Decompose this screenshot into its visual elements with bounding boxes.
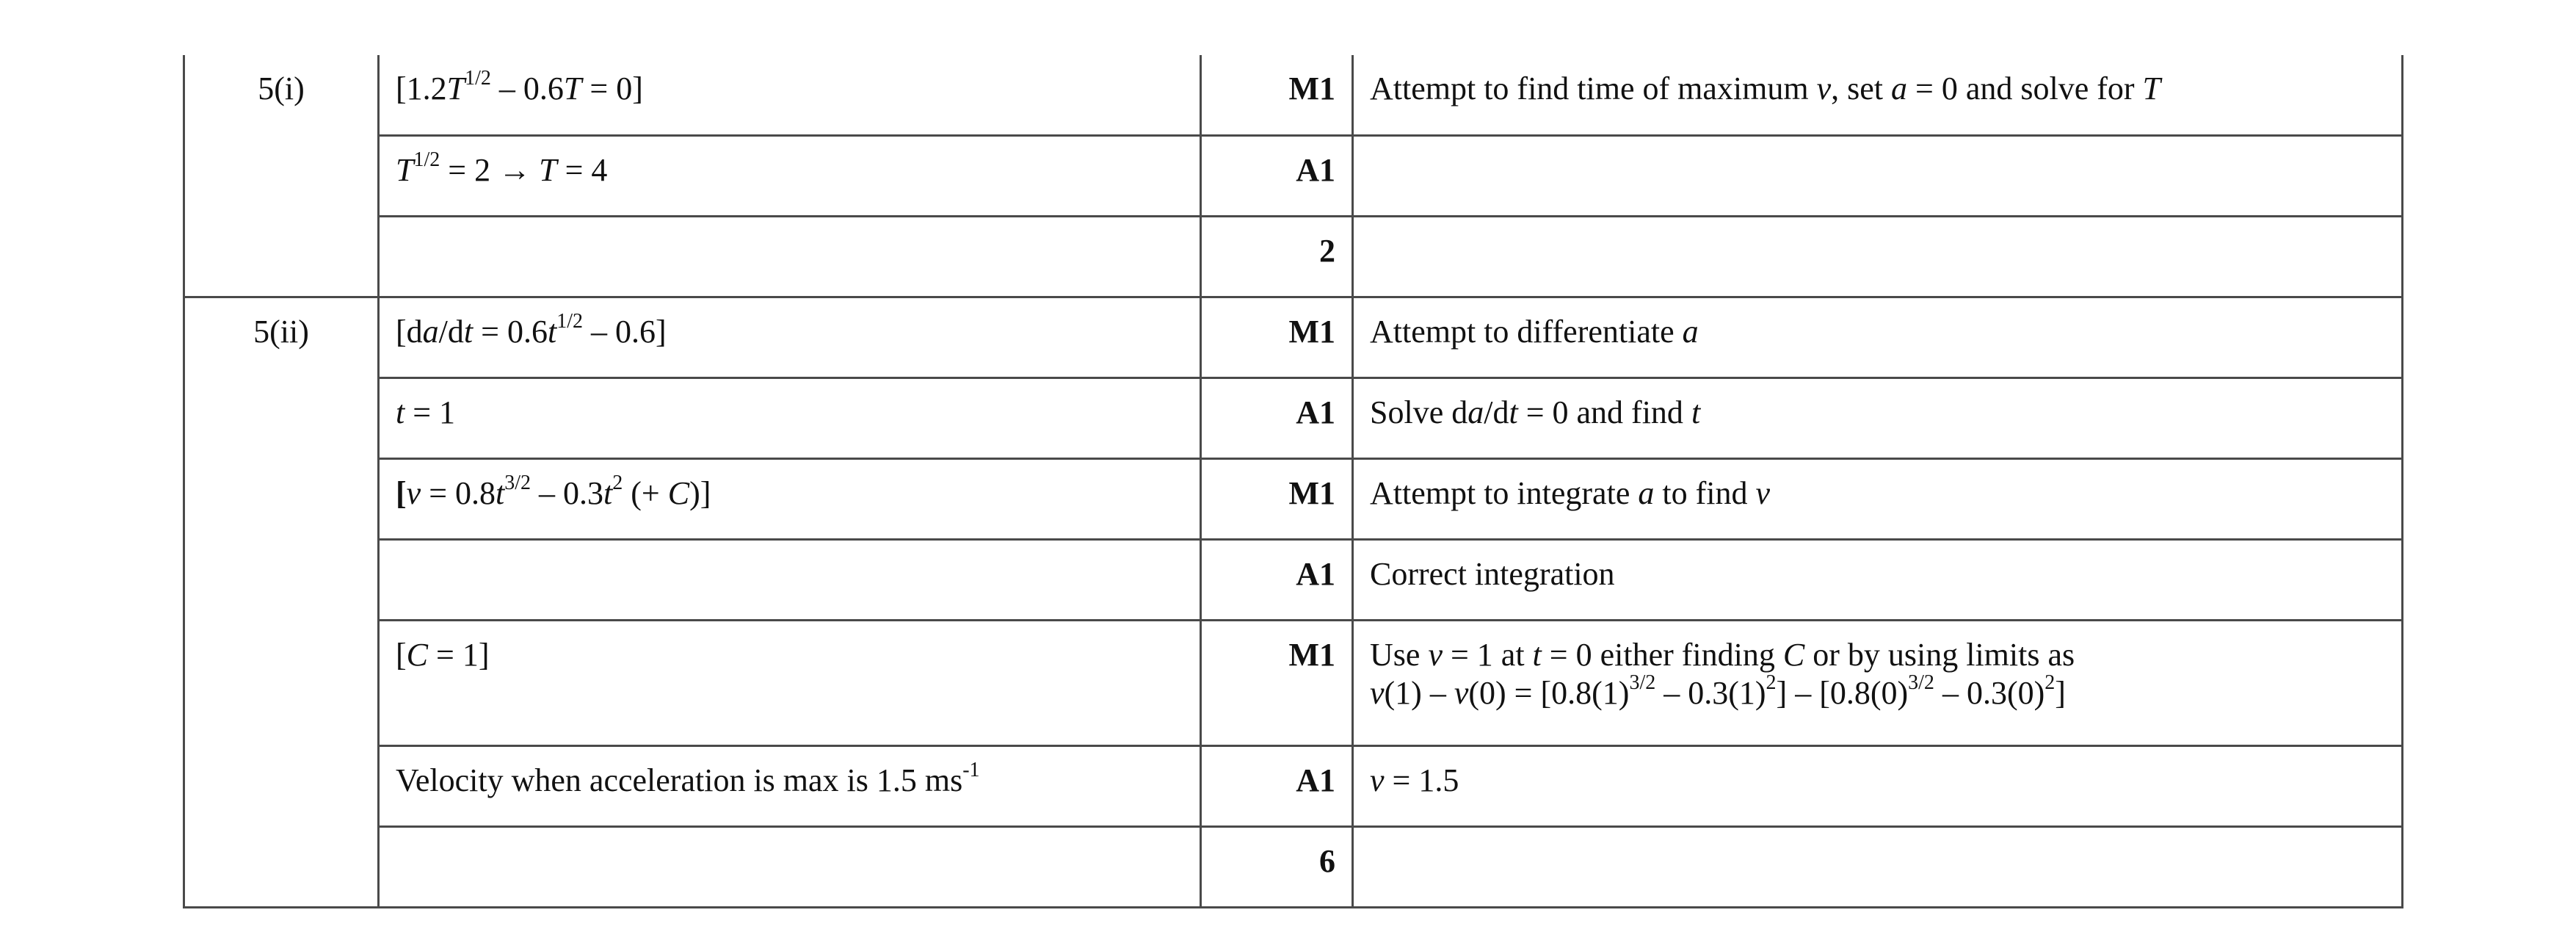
mark-cell: A1 — [1201, 135, 1353, 216]
table-row — [184, 297, 2403, 377]
answer-cell — [379, 216, 1201, 297]
question-number: 5(i) — [184, 55, 379, 297]
answer-cell: $[1.2T^{1/2} - 0.6T = 0]$ — [379, 55, 1201, 135]
mark-cell: A1 — [1201, 539, 1353, 620]
answer-cell — [379, 539, 1201, 620]
mark-cell: M1 — [1201, 297, 1353, 377]
table-row — [184, 539, 2403, 620]
table-row — [184, 620, 2403, 745]
mark-cell: A1 — [1201, 377, 1353, 458]
mark-scheme-body — [184, 55, 2403, 907]
guidance-cell — [1353, 216, 2403, 297]
guidance-cell: Attempt to integrate a to find v — [1353, 458, 2403, 539]
answer-cell: [$v = 0.8t^{3/2} - 0.3t^2$ (+ C)] — [379, 458, 1201, 539]
guidance-cell: Attempt to find time of maximum v, set a = 0 and solve for T — [1353, 55, 2403, 135]
mark-cell: M1 — [1201, 55, 1353, 135]
table-row — [184, 377, 2403, 458]
guidance-cell: Attempt to differentiate a — [1353, 297, 2403, 377]
guidance-cell — [1353, 620, 2403, 745]
table-row — [184, 55, 2403, 135]
answer-cell: Velocity when acceleration is max is 1.5 $ms^{-1}$ — [379, 745, 1201, 826]
guidance-cell: v = 1.5 — [1353, 745, 2403, 826]
answer-cell — [379, 826, 1201, 907]
guidance-cell: Solve da/dt = 0 and find t — [1353, 377, 2403, 458]
table-row — [184, 458, 2403, 539]
answer-cell: [C = 1] — [379, 620, 1201, 745]
answer-cell: $[da/dt = 0.6t^{1/2} - 0.6]$ — [379, 297, 1201, 377]
guidance-line: $v(1) - v(0) = [0.8(1)^{3/2} - 0.3(1)^2] - [0.8(0)^{3/2} - 0.3(0)^2]$ — [1370, 671, 2066, 711]
mark-cell: M1 — [1201, 620, 1353, 745]
guidance-cell — [1353, 826, 2403, 907]
mark-scheme-table — [183, 55, 2403, 908]
mark-cell: M1 — [1201, 458, 1353, 539]
total-mark-cell: 6 — [1201, 826, 1353, 907]
table-row — [184, 826, 2403, 907]
table-row — [184, 135, 2403, 216]
table-row — [184, 745, 2403, 826]
total-mark-cell: 2 — [1201, 216, 1353, 297]
guidance-line: Use v = 1 at t = 0 either finding C or by using limits as — [1370, 636, 2075, 673]
guidance-cell: Correct integration — [1353, 539, 2403, 620]
table-row — [184, 216, 2403, 297]
answer-cell: t = 1 — [379, 377, 1201, 458]
guidance-cell — [1353, 135, 2403, 216]
question-number: 5(ii) — [184, 297, 379, 907]
mark-cell: A1 — [1201, 745, 1353, 826]
answer-cell: $T^{1/2} = 2 \to T = 4$ — [379, 135, 1201, 216]
